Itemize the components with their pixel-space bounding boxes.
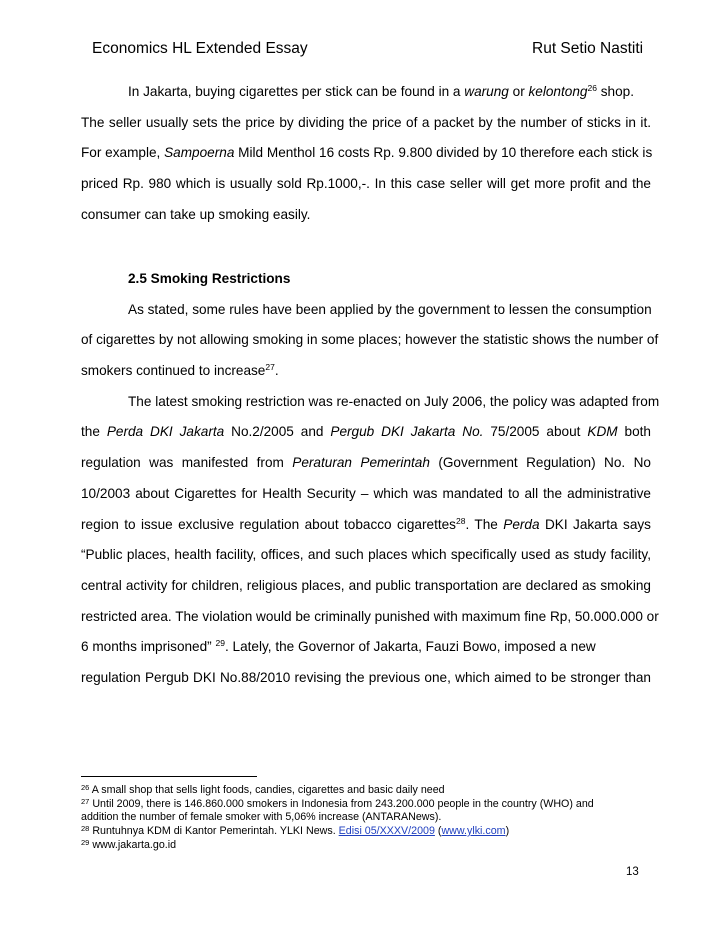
- edition-link[interactable]: Edisi 05/XXXV/2009: [338, 825, 435, 838]
- paragraph-1-line: For example, Sampoerna Mild Menthol 16 costs Rp. 9.800 divided by 10 therefore each stick is: [81, 145, 653, 161]
- paragraph-3-line: The latest smoking restriction was re-enacted on July 2006, the policy was adapted from: [128, 393, 660, 409]
- footnote-26: $^{26}$ A small shop that sells light foods, candies, cigarettes and basic daily need: [81, 783, 445, 796]
- footnote-29: $^{29}$ www.jakarta.go.id: [81, 837, 177, 851]
- paragraph-3-line: 10/2003 about Cigarettes for Health Security – which was mandated to all the administrative: [81, 485, 651, 501]
- paragraph-3-line: region to issue exclusive regulation about tobacco cigarettes$^{28}$. The Perda DKI Jakarta says: [81, 515, 651, 532]
- header-author: Rut Setio Nastiti: [532, 40, 644, 57]
- ylki-link[interactable]: www.ylki.com: [441, 825, 506, 838]
- paragraph-2-line: As stated, some rules have been applied by the government to lessen the consumption: [128, 301, 652, 317]
- paragraph-3-line: central activity for children, religious places, and public transportation are declared as smoking: [81, 577, 651, 593]
- paragraph-3-line: 6 months imprisoned” $^{29}$. Lately, the Governor of Jakarta, Fauzi Bowo, imposed a new: [81, 638, 596, 655]
- footnote-27: $^{27}$ Until 2009, there is 146.860.000 smokers in Indonesia from 243.200.000 people in the country (WHO) and addition the number of female smoker with 5,06% increase (ANTARANews).: [81, 796, 594, 824]
- paragraph-3-line: restricted area. The violation would be criminally punished with maximum fine Rp, 50.000.000 or: [81, 608, 659, 624]
- body-text: [81, 77, 660, 694]
- footnote-ref-27[interactable]: 27: [265, 362, 275, 373]
- paragraph-1-line: consumer can take up smoking easily.: [81, 206, 311, 222]
- footnote-ref-29[interactable]: 29: [215, 638, 225, 649]
- paragraph-3-line: regulation Pergub DKI No.88/2010 revising the previous one, which aimed to be stronger than: [81, 669, 651, 685]
- paragraph-3-line: the Perda DKI Jakarta No.2/2005 and Pergub DKI Jakarta No. 75/2005 about KDM both: [81, 424, 651, 440]
- paragraph-1-line: In Jakarta, buying cigarettes per stick can be found in a warung or kelontong$^{26}$ shop.: [128, 83, 634, 99]
- paragraph-1-line: priced Rp. 980 which is usually sold Rp.1000,-. In this case seller will get more profit and the: [81, 176, 651, 192]
- footnote-separator: [81, 776, 257, 777]
- footnote-ref-28[interactable]: 28: [455, 515, 466, 526]
- paragraph-3-line: “Public places, health facility, offices, and such places which specifically used as study facility,: [81, 547, 651, 563]
- footnote-ref-26[interactable]: 26: [587, 83, 597, 93]
- paragraph-3-line: regulation was manifested from Peraturan Pemerintah (Government Regulation) No. No: [81, 455, 651, 471]
- section-heading: 2.5 Smoking Restrictions: [128, 271, 291, 287]
- header-title: Economics HL Extended Essay: [92, 40, 308, 57]
- paragraph-2-line: smokers continued to increase$^{27}$.: [81, 362, 279, 379]
- page-number: 13: [626, 866, 639, 878]
- paragraph-2-line: of cigarettes by not allowing smoking in some places; however the statistic shows the number of: [81, 332, 659, 348]
- footnotes: [81, 784, 681, 853]
- footnote-28: $^{28}$ Runtuhnya KDM di Kantor Pemerintah. YLKI News. Edisi 05/XXXV/2009 (www.ylki.com): [81, 824, 510, 838]
- paragraph-1-line: The seller usually sets the price by dividing the price of a packet by the number of sticks in it.: [81, 114, 651, 130]
